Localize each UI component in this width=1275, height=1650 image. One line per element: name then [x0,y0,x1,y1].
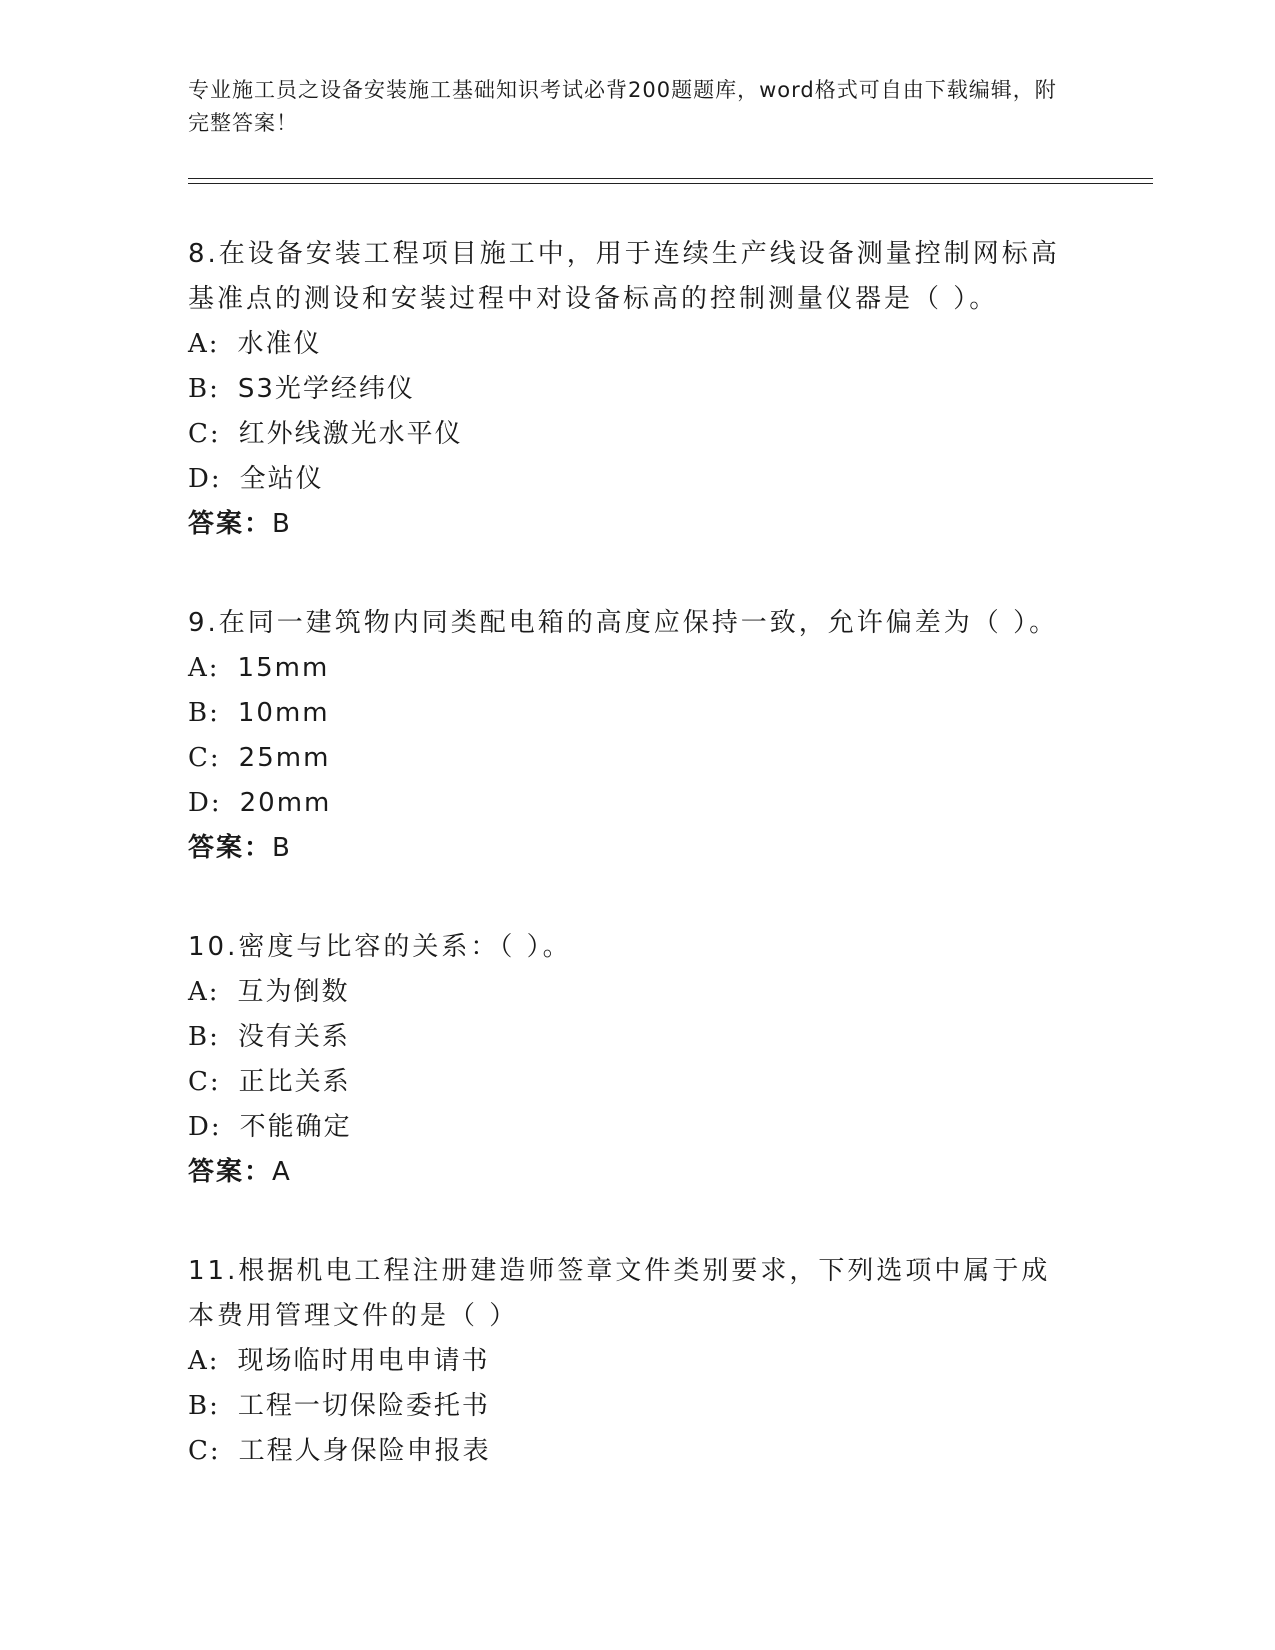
option-key: A: [188,653,220,683]
option-key: D: [188,1112,222,1142]
option-text: 没有关系 [237,1022,350,1052]
question-stem: 10.密度与比容的关系：（ ）。 [188,932,572,962]
option-key: A: [188,329,220,359]
option-c [188,736,1153,781]
question-10 [188,925,1153,1195]
answer-label: 答案： [188,1157,273,1187]
question-stem: 8.在设备安装工程项目施工中，用于连续生产线设备测量控制网标高基准点的测设和安装过程中对设备标高的控制测量仪器是（ ）。 [188,239,1060,314]
option-key: B: [188,374,220,404]
option-text: 10mm [237,698,330,728]
header-divider-bottom [188,183,1153,184]
option-key: D: [188,464,222,494]
option-a [188,322,1153,367]
option-text: 工程一切保险委托书 [237,1391,490,1421]
option-text: 水准仪 [237,329,322,359]
option-c [188,1060,1153,1105]
option-text: 不能确定 [239,1112,352,1142]
question-8 [188,232,1153,547]
answer-value: A [272,1157,292,1187]
answer-line [188,826,1153,871]
option-a [188,646,1153,691]
document-header: 专业施工员之设备安装施工基础知识考试必背200题题库，word格式可自由下载编辑，附完整答案！ [188,78,1057,135]
answer-label: 答案： [188,509,273,539]
option-a [188,1339,1153,1384]
option-d [188,1105,1153,1150]
option-key: C: [188,419,221,449]
option-c [188,1429,1153,1474]
option-key: B: [188,1022,220,1052]
option-text: 互为倒数 [237,977,350,1007]
answer-label: 答案： [188,833,273,863]
option-key: C: [188,743,221,773]
option-text: 20mm [239,788,332,818]
answer-line [188,502,1153,547]
option-text: 25mm [238,743,331,773]
option-text: 红外线激光水平仪 [238,419,463,449]
question-stem: 9.在同一建筑物内同类配电箱的高度应保持一致，允许偏差为（ ）。 [188,608,1059,638]
option-text: 现场临时用电申请书 [237,1346,490,1376]
option-text: 全站仪 [239,464,324,494]
answer-value: B [272,833,292,863]
option-key: B: [188,698,220,728]
option-key: B: [188,1391,220,1421]
option-b [188,691,1153,736]
question-list [188,232,1153,1528]
option-text: 15mm [237,653,330,683]
option-b [188,367,1153,412]
question-11 [188,1249,1153,1474]
question-stem: 11.根据机电工程注册建造师签章文件类别要求，下列选项中属于成本费用管理文件的是（ ） [188,1256,1051,1331]
answer-line [188,1150,1153,1195]
option-a [188,970,1153,1015]
answer-value: B [272,509,292,539]
option-key: A: [188,1346,220,1376]
option-text: S3光学经纬仪 [237,374,415,404]
option-text: 工程人身保险申报表 [238,1436,491,1466]
option-key: A: [188,977,220,1007]
option-key: C: [188,1436,221,1466]
option-b [188,1015,1153,1060]
question-9 [188,601,1153,871]
option-text: 正比关系 [238,1067,351,1097]
option-key: D: [188,788,222,818]
option-key: C: [188,1067,221,1097]
header-divider-top [188,178,1153,179]
option-b [188,1384,1153,1429]
option-d [188,457,1153,502]
option-c [188,412,1153,457]
option-d [188,781,1153,826]
